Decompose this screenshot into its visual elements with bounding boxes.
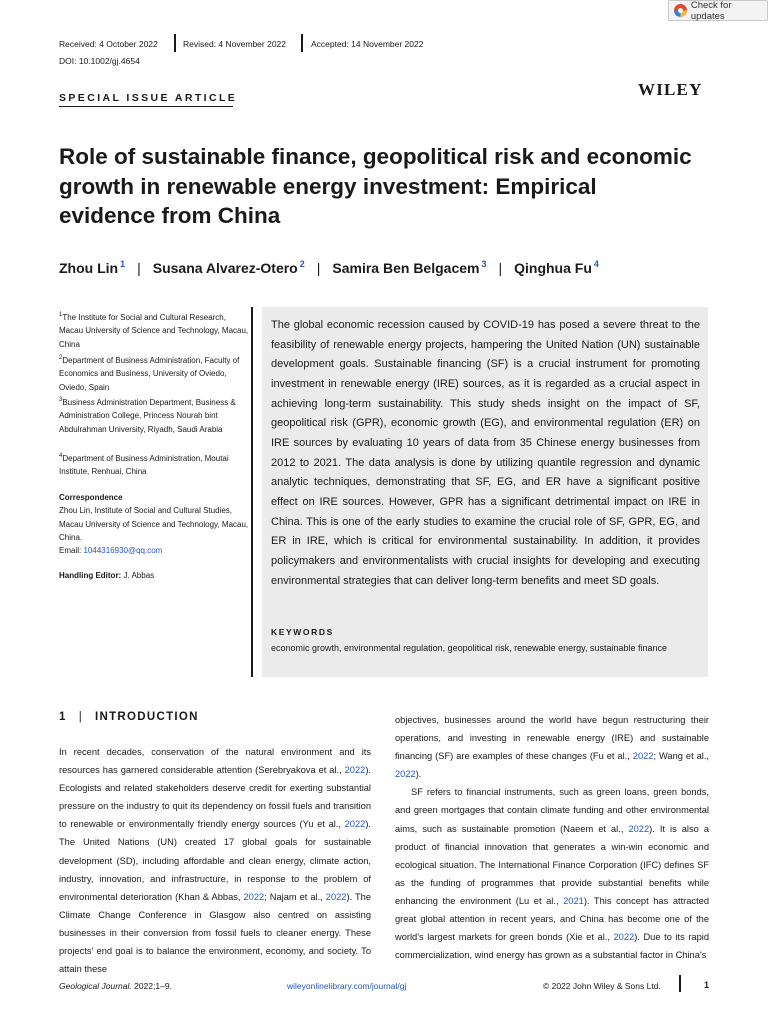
journal-url-link[interactable]: wileyonlinelibrary.com/journal/gj [287,981,407,991]
header-divider [301,34,303,52]
check-for-updates-button[interactable] [668,0,768,21]
journal-citation [59,981,172,991]
check-for-updates-label: Check for updates [690,0,732,22]
journal-name: Geological Journal. [59,981,132,991]
affiliation-text: Department of Business Administration, Faculty of Economics and Business, University of Oviedo, Oviedo, Spain [59,356,240,392]
section-title: INTRODUCTION [95,711,199,723]
page-number: 1 [704,980,710,990]
correspondence-email-line [59,544,249,557]
header-divider [174,34,176,52]
author-name[interactable]: Susana Alvarez-Otero [152,260,298,276]
affiliation [59,352,249,394]
author-separator: | [316,260,321,276]
body-paragraph: SF refers to financial instruments, such as green loans, green bonds, and green mortgages that contain climate funding and other environmental aims, such as sustainable promotion (Naeem et al., 2022). It is also a product of financial innovation that generates a win-win economic and ecological situation. The International Finance Corporation (IFC) defines SF as the funding of programmes that provide substantial benefits while enhancing the environment (Lu et al., 2021). This concept has attracted great global attention in recent years, and China has become one of the world's largest markets for green bonds (Xie et al., 2022). Due to its rapid commercialization, wind energy has grown as a substantial factor in China's [395,787,709,961]
abstract-rule [251,307,253,677]
citation-link[interactable]: 2022 [613,932,635,943]
received-date: Received: 4 October 2022 [59,39,158,49]
citation-link[interactable]: 2022 [243,891,265,902]
section-separator: | [78,711,83,723]
author-name[interactable]: Samira Ben Belgacem [332,260,480,276]
citation-link[interactable]: 2022 [395,769,416,780]
author-name[interactable]: Qinghua Fu [514,260,592,276]
correspondence [59,491,249,557]
affiliation-number: 4 [59,453,63,459]
affiliation-text: Business Administration Department, Business & Administration College, Princess Nourah bint Abdulrahman University, Riyadh, Saudi Arabia [59,398,236,434]
citation-link[interactable]: 2022 [344,819,366,830]
author-affiliation-ref[interactable]: 3 [481,259,487,269]
handling-editor [59,569,249,582]
body-column-right [395,711,709,964]
citation-link[interactable]: 2021 [563,895,584,906]
handling-editor-label: Handling Editor: [59,571,122,580]
affiliation-number: 2 [59,355,63,361]
citation-link[interactable]: 2022 [632,751,654,762]
author-separator: | [137,260,141,276]
article-type: SPECIAL ISSUE ARTICLE [59,92,238,104]
copyright: © 2022 John Wiley & Sons Ltd. [543,981,661,991]
affiliation-text: The Institute for Social and Cultural Research, Macau University of Science and Technology, Macau, China [59,313,249,349]
affiliation-text: Department of Business Administration, Moutai Institute, Renhuai, China [59,454,229,477]
handling-editor-name: J. Abbas [123,571,155,580]
footer-divider [679,975,681,992]
correspondence-text: Zhou Lin, Institute of Social and Cultural Studies, Macau University of Science and Technology, Macau, China. [59,506,249,542]
citation-link[interactable]: 2022 [628,823,650,834]
journal-volume: 2022;1–9. [131,981,172,991]
correspondence-heading: Correspondence [59,493,123,502]
author-affiliation-ref[interactable]: 4 [593,259,599,269]
revised-date: Revised: 4 November 2022 [183,39,287,49]
email-label: Email: [59,546,82,556]
author-affiliation-ref[interactable]: 2 [299,259,305,269]
affiliation [59,309,249,351]
author-affiliation-ref[interactable]: 1 [120,259,126,269]
affiliation [59,450,249,479]
keywords-text: economic growth, environmental regulation, geopolitical risk, renewable energy, sustainable finance [271,643,668,653]
article-title: Role of sustainable finance, geopolitical risk and economic growth in renewable energy investment: Empirical evidence from China [59,144,692,228]
publisher-logo: WILEY [638,80,703,99]
crossmark-icon [674,4,687,17]
author-name[interactable]: Zhou Lin [59,260,119,276]
author-list [59,259,599,276]
author-separator: | [498,260,503,276]
accepted-date: Accepted: 14 November 2022 [311,39,424,49]
email-link[interactable]: 1044316930@qq.com [83,546,163,556]
body-paragraph: objectives, businesses around the world have begun restructuring their operations, and investing in renewable energy (IRE) and sustainable financing (SF) are examples of these changes (Fu et al., 2022; Wang et al., 2022). [395,715,710,780]
keywords-heading: KEYWORDS [271,627,334,637]
abstract-text: The global economic recession caused by COVID-19 has posed a severe threat to the feasibility of renewable energy projects, hampering the United Nation (UN) sustainable development goals. Sustainable financing (SF) is a crucial instrument for promoting investment in renewable energy (IRE) sources, as it is regarded as a crucial aspect in achieving long-term sustainability. This study sheds insight on the impact of SF, geopolitical risk (GPR), economic growth (EG), and environmental regulation (ER) on IRE sources by evaluating 10 years of data from 35 Chinese energy businesses from 2012 to 2021. The data analysis is done by utilizing quantile regression and dynamic analytic techniques, demonstrating that SF, EG, and ER have a significant positive effect on IRE sources. However, GPR has a significant detrimental impact on IRE in China. This is one of the early studies to examine the crucial role of SF, GPR, EG, and ER in IRE, which is critical for environmental sustainability. In addition, it provides policymakers and environmentalists with crucial insights for developing and executing environmental strategies that can deliver long-term benefits and meet SD goals. [271,319,700,587]
citation-link[interactable]: 2022 [325,891,347,902]
affiliation [59,394,249,436]
section-number: 1 [59,711,67,723]
affiliation-number: 1 [59,312,63,318]
body-paragraph: In recent decades, conservation of the natural environment and its resources has garnered considerable attention (Serebryakova et al., 2022). Ecologists and related stakeholders deserve credit for exerting substantial pressure on the industry to quit its dependency on fossil fuels and transition to renewable or environmentally friendly energy sources (Yu et al., 2022). The United Nations (UN) created 17 global goals for sustainable development (SD), including affordable and clean energy, climate action, industry, innovation, and infrastructure, in response to the problem of environmental deterioration (Khan & Abbas, 2022; Najam et al., 2022). The Climate Change Conference in Glasgow also centred on assisting businesses in their conversion from fossil fuels to cleaner energy. These projects' end goal is to balance the environment, economy, and society. To attain these [59,747,371,975]
doi: DOI: 10.1002/gj.4654 [59,56,140,66]
affiliation-number: 3 [59,397,63,403]
section-heading [59,711,199,723]
article-type-underline [59,106,233,107]
citation-link[interactable]: 2022 [344,765,366,776]
